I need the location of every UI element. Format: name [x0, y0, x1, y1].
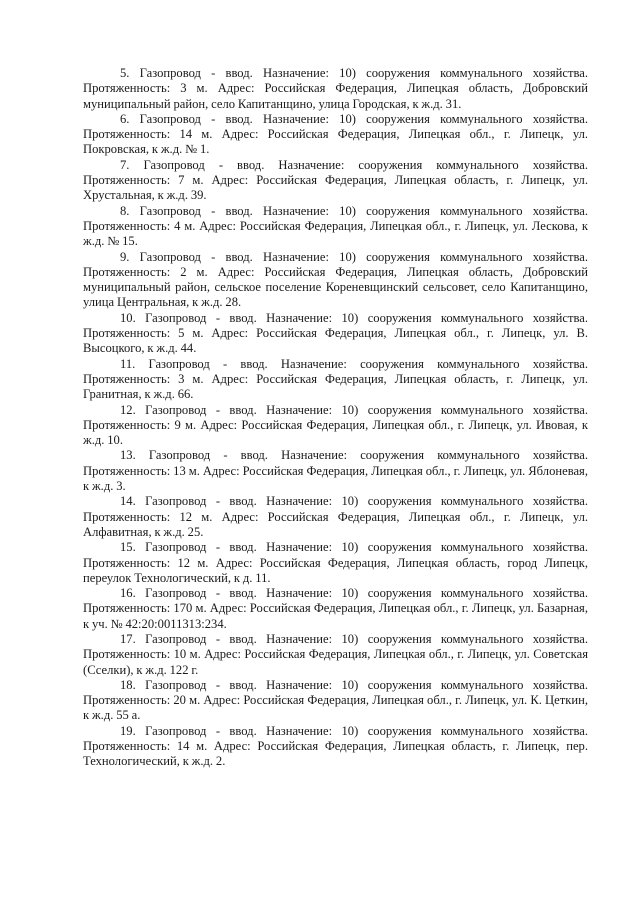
list-item: 18. Газопровод - ввод. Назначение: 10) сооружения коммунального хозяйства. Протяженность: 20 м. Адрес: Российская Федерация, Липецкая обл., г. Липецк, ул. К. Цеткин, к ж.д. 55 а.	[83, 677, 588, 723]
list-item: 9. Газопровод - ввод. Назначение: 10) сооружения коммунального хозяйства. Протяженность: 2 м. Адрес: Российская Федерация, Липецкая область, Добровский муниципальный район, сельское поселение Кореневщинский сельсовет, село Капитанщино, улица Центральная, к ж.д. 28.	[83, 249, 588, 310]
list-item: 11. Газопровод - ввод. Назначение: сооружения коммунального хозяйства. Протяженность: 3 м. Адрес: Российская Федерация, Липецкая область, г. Липецк, ул. Гранитная, к ж.д. 66.	[83, 356, 588, 402]
list-item: 13. Газопровод - ввод. Назначение: сооружения коммунального хозяйства. Протяженность: 13 м. Адрес: Российская Федерация, Липецкая обл., г. Липецк, ул. Яблоневая, к ж.д. 3.	[83, 448, 588, 494]
list-item: 15. Газопровод - ввод. Назначение: 10) сооружения коммунального хозяйства. Протяженность: 12 м. Адрес: Российская Федерация, Липецкая область, город Липецк, переулок Технологический, к д. 11.	[83, 540, 588, 585]
list-item: 14. Газопровод - ввод. Назначение: 10) сооружения коммунального хозяйства. Протяженность: 12 м. Адрес: Российская Федерация, Липецкая обл., г. Липецк, ул. Алфавитная, к ж.д. 25.	[83, 494, 588, 539]
list-item: 8. Газопровод - ввод. Назначение: 10) сооружения коммунального хозяйства. Протяженность: 4 м. Адрес: Российская Федерация, Липецкая обл., г. Липецк, ул. Лескова, к ж.д. № 15.	[83, 203, 588, 249]
document-page	[83, 66, 588, 770]
list-item: 19. Газопровод - ввод. Назначение: 10) сооружения коммунального хозяйства. Протяженность: 14 м. Адрес: Российская Федерация, Липецкая область, г. Липецк, пер. Технологический, к ж.д. 2.	[83, 723, 588, 769]
list-item: 6. Газопровод - ввод. Назначение: 10) сооружения коммунального хозяйства. Протяженность: 14 м. Адрес: Российская Федерация, Липецкая обл., г. Липецк, ул. Покровская, к ж.д. № 1.	[83, 111, 588, 157]
list-item: 5. Газопровод - ввод. Назначение: 10) сооружения коммунального хозяйства. Протяженность: 3 м. Адрес: Российская Федерация, Липецкая область, Добровский муниципальный район, село Капитанщино, улица Городская, к ж.д. 31.	[83, 66, 588, 111]
list-item: 17. Газопровод - ввод. Назначение: 10) сооружения коммунального хозяйства. Протяженность: 10 м. Адрес: Российская Федерация, Липецкая обл., г. Липецк, ул. Советская (Сселки), к ж.д. 122 г.	[83, 631, 588, 677]
list-item: 12. Газопровод - ввод. Назначение: 10) сооружения коммунального хозяйства. Протяженность: 9 м. Адрес: Российская Федерация, Липецкая обл., г. Липецк, ул. Ивовая, к ж.д. 10.	[83, 402, 588, 448]
list-item: 16. Газопровод - ввод. Назначение: 10) сооружения коммунального хозяйства. Протяженность: 170 м. Адрес: Российская Федерация, Липецкая обл., г. Липецк, ул. Базарная, к уч. № 42:20:0011313:234.	[83, 586, 588, 631]
list-item: 10. Газопровод - ввод. Назначение: 10) сооружения коммунального хозяйства. Протяженность: 5 м. Адрес: Российская Федерация, Липецкая обл., г. Липецк, ул. В. Высоцкого, к ж.д. 44.	[83, 310, 588, 356]
list-item: 7. Газопровод - ввод. Назначение: сооружения коммунального хозяйства. Протяженность: 7 м. Адрес: Российская Федерация, Липецкая область, г. Липецк, ул. Хрустальная, к ж.д. 39.	[83, 157, 588, 203]
